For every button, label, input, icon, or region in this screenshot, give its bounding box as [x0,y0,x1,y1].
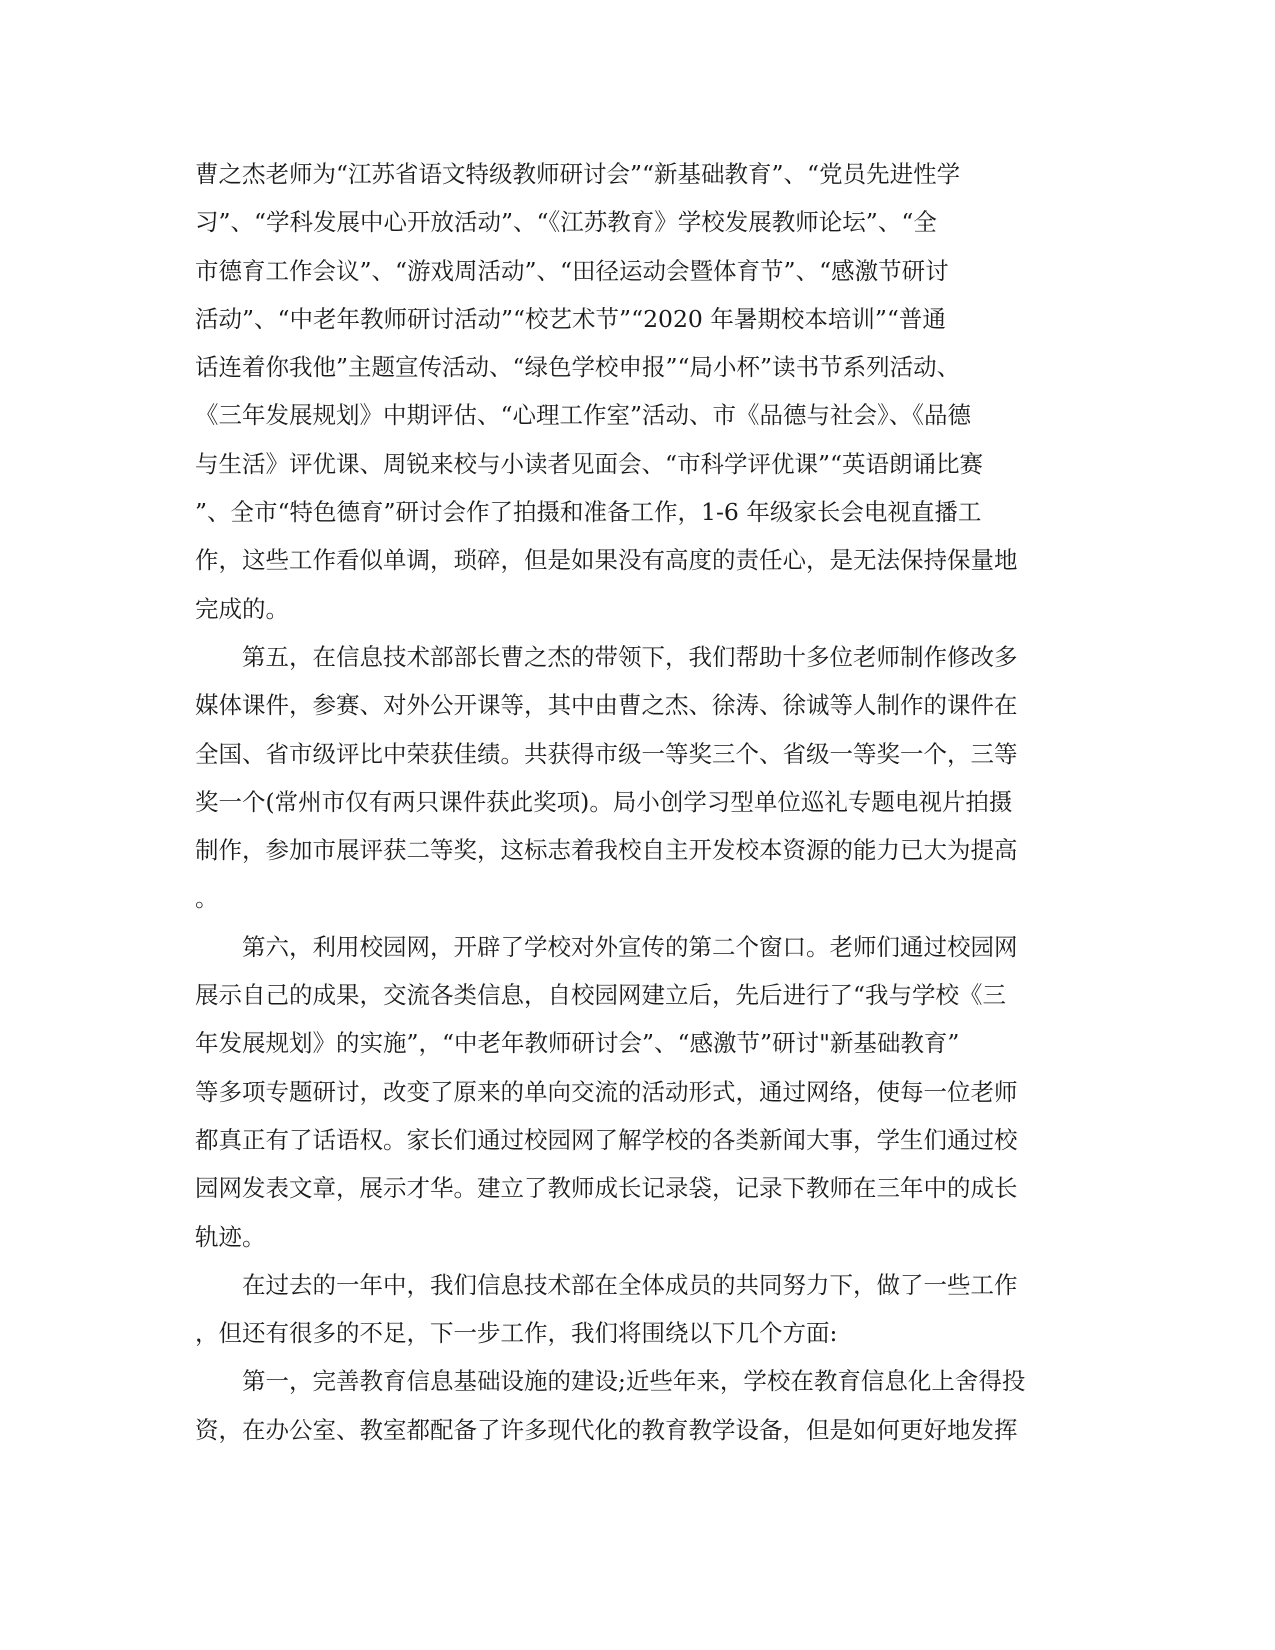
paragraph-first-line: 第一，完善教育信息基础设施的建设;近些年来，学校在教育信息化上舍得投 [242,1367,1026,1396]
text-line: ”、全市“特色德育”研讨会作了拍摄和准备工作，1-6 年级家长会电视直播工 [195,498,982,527]
text-line: 习”、“学科发展中心开放活动”、“《江苏教育》学校发展教师论坛”、“全 [195,208,937,237]
text-line: 作，这些工作看似单调，琐碎，但是如果没有高度的责任心，是无法保持保量地 [195,546,1018,575]
text-line: 与生活》评优课、周锐来校与小读者见面会、“市科学评优课”“英语朗诵比赛 [195,449,984,478]
text-line: 奖一个(常州市仅有两只课件获此奖项)。局小创学习型单位巡礼专题电视片拍摄 [195,787,1013,816]
text-line: 媒体课件，参赛、对外公开课等，其中由曹之杰、徐涛、徐诚等人制作的课件在 [195,691,1018,720]
text-line: 曹之杰老师为“江苏省语文特级教师研讨会”“新基础教育”、“党员先进性学 [195,160,961,188]
paragraph-first-line: 第五，在信息技术部部长曹之杰的带领下，我们帮助十多位老师制作修改多 [242,642,1018,671]
text-line: 等多项专题研讨，改变了原来的单向交流的活动形式，通过网络，使每一位老师 [195,1077,1018,1106]
text-line: 话连着你我他”主题宣传活动、“绿色学校申报”“局小杯”读书节系列活动、 [195,353,961,382]
text-line: 资，在办公室、教室都配备了许多现代化的教育教学设备，但是如何更好地发挥 [195,1415,1018,1444]
text-line: 展示自己的成果，交流各类信息，自校园网建立后，先后进行了“我与学校《三 [195,981,1007,1010]
text-line: 都真正有了话语权。家长们通过校园网了解学校的各类新闻大事，学生们通过校 [195,1125,1018,1154]
text-line: 轨迹。 [195,1222,266,1251]
document-body [195,150,1075,1454]
text-line: 制作，参加市展评获二等奖，这标志着我校自主开发校本资源的能力已大为提高 [195,836,1018,865]
text-line: 全国、省市级评比中荣获佳绩。共获得市级一等奖三个、省级一等奖一个，三等 [195,739,1018,768]
text-line: 园网发表文章，展示才华。建立了教师成长记录袋，记录下教师在三年中的成长 [195,1174,1018,1203]
text-line: 。 [195,884,219,913]
text-line: 活动”、“中老年教师研讨活动”“校艺术节”“2020 年暑期校本培训”“普通 [195,304,946,333]
paragraph-first-line: 第六，利用校园网，开辟了学校对外宣传的第二个窗口。老师们通过校园网 [242,932,1018,961]
text-line: ，但还有很多的不足，下一步工作，我们将围绕以下几个方面: [195,1319,838,1348]
paragraph-first-line: 在过去的一年中，我们信息技术部在全体成员的共同努力下，做了一些工作 [242,1270,1018,1299]
text-line: 年发展规划》的实施”，“中老年教师研讨会”、“感激节”研讨"新基础教育” [195,1029,960,1058]
text-line: 市德育工作会议”、“游戏周活动”、“田径运动会暨体育节”、“感激节研讨 [195,256,949,285]
text-line: 《三年发展规划》中期评估、“心理工作室”活动、市《品德与社会》、《品德 [195,401,972,430]
text-line: 完成的。 [195,594,289,623]
